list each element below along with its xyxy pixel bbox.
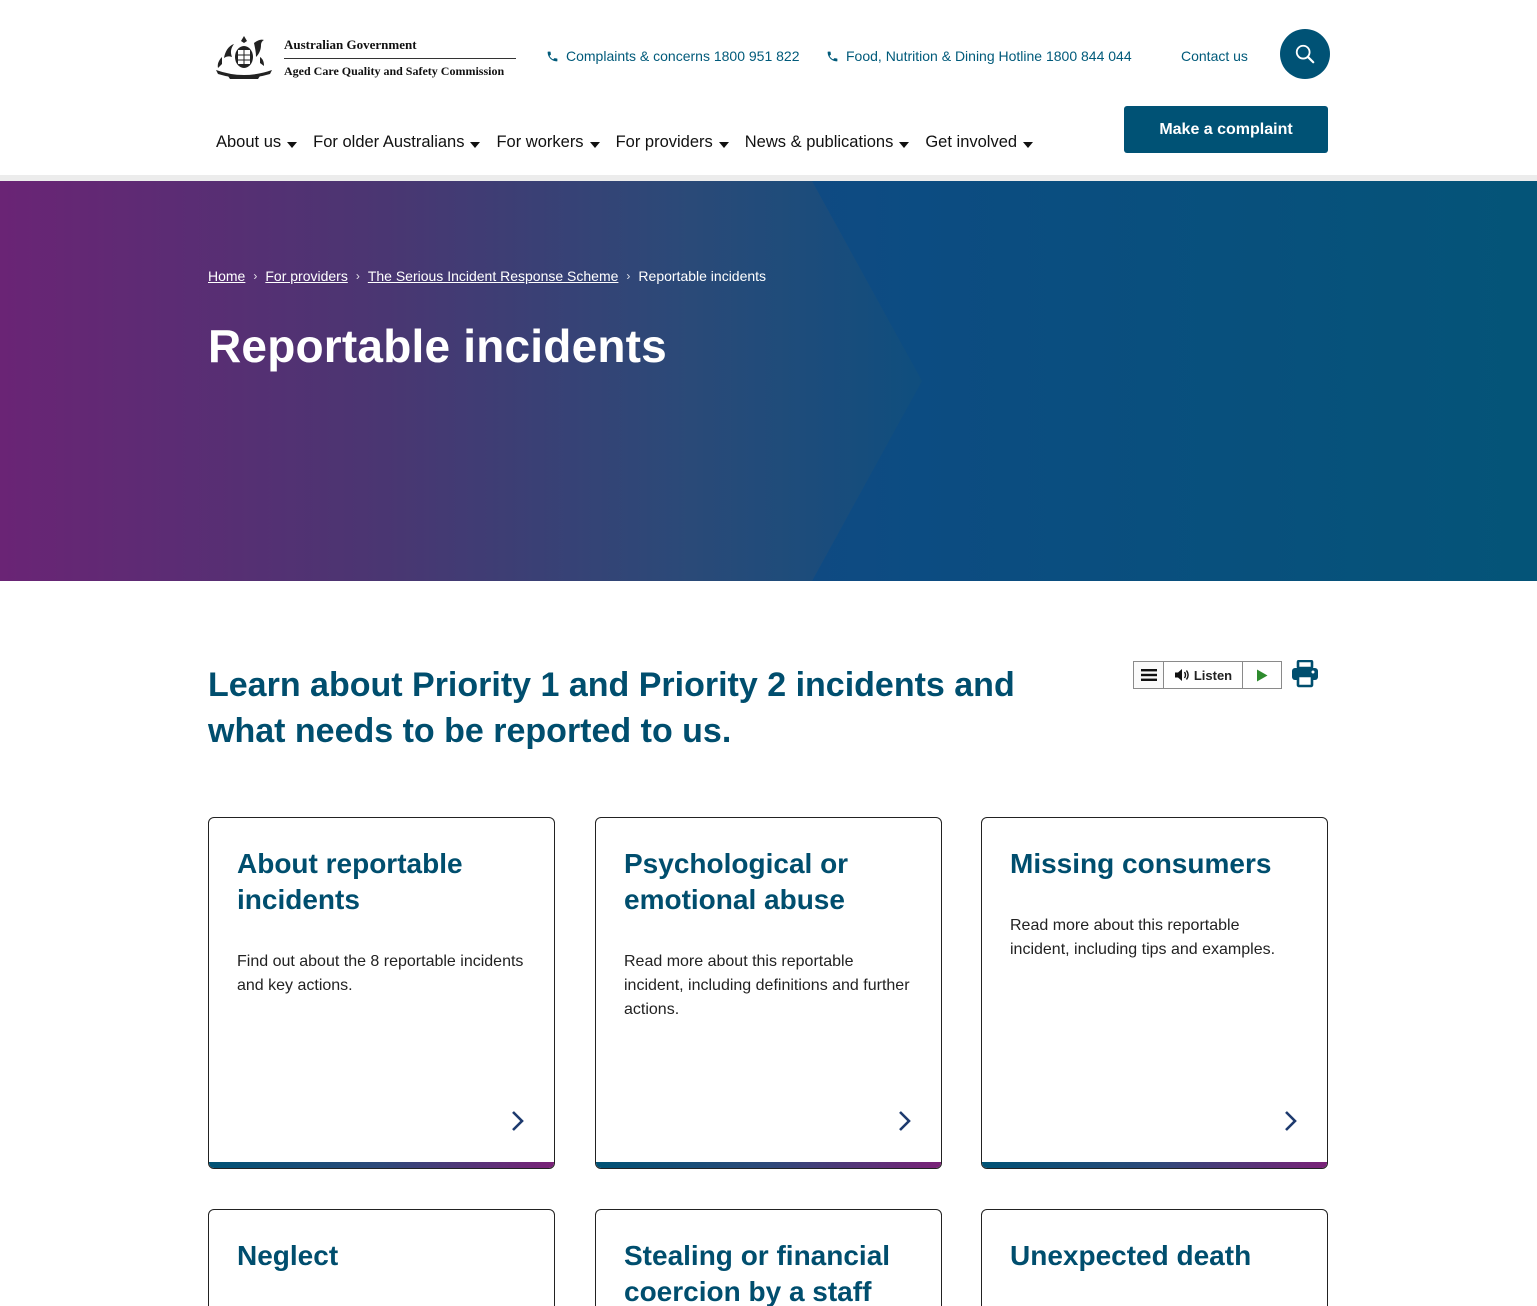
breadcrumb-current: Reportable incidents [638, 268, 767, 284]
card-about-reportable-incidents[interactable] [208, 817, 555, 1169]
nav-workers[interactable] [488, 128, 607, 175]
card-unexpected-death[interactable] [981, 1209, 1328, 1306]
intro-heading: Learn about Priority 1 and Priority 2 incidents and what needs to be reported to us. [208, 666, 1015, 750]
page-title: Reportable incidents [208, 320, 667, 372]
menu-icon [1141, 669, 1157, 681]
card-title: About reportable incidents [237, 848, 463, 915]
search-button[interactable] [1280, 29, 1330, 79]
card-description: Read more about this reportable incident, including definitions and further actions. [624, 953, 910, 1018]
nav-get-involved[interactable] [917, 128, 1041, 175]
contact-us-link[interactable] [1181, 46, 1248, 66]
card-stealing-financial-coercion[interactable] [595, 1209, 942, 1306]
coat-of-arms-icon [208, 30, 280, 86]
make-complaint-button[interactable]: Make a complaint [1124, 106, 1328, 153]
breadcrumb [208, 268, 766, 284]
breadcrumb-home[interactable]: Home [208, 268, 246, 284]
phone-icon [546, 50, 559, 63]
nav-providers[interactable] [608, 128, 737, 175]
play-button[interactable] [1243, 662, 1281, 688]
site-header [0, 0, 1537, 175]
printer-icon [1291, 660, 1319, 688]
caret-down-icon [287, 142, 297, 148]
nav-label: News & publications [744, 133, 894, 151]
caret-down-icon [719, 142, 729, 148]
card-missing-consumers[interactable] [981, 817, 1328, 1169]
breadcrumb-sirs[interactable]: The Serious Incident Response Scheme [367, 268, 619, 284]
main-nav [208, 128, 1041, 175]
nav-label: For workers [496, 133, 584, 151]
logo-government-text: Australian Government [284, 37, 516, 59]
nav-news-publications[interactable] [737, 128, 918, 175]
print-button[interactable] [1291, 660, 1319, 688]
chevron-right-icon: › [253, 269, 258, 283]
search-icon [1294, 43, 1316, 65]
card-title: Stealing or financial coercion by a staff [624, 1240, 891, 1306]
nav-label: Get involved [925, 133, 1018, 151]
card-title: Unexpected death [1010, 1240, 1252, 1271]
complaints-phone-link[interactable] [546, 46, 799, 66]
listen-menu-button[interactable] [1134, 662, 1164, 688]
listen-label: Listen [1193, 667, 1233, 683]
card-title: Psychological or emotional abuse [624, 848, 849, 915]
nav-label: About us [216, 133, 282, 151]
caret-down-icon [590, 142, 600, 148]
speaker-icon [1174, 668, 1190, 682]
caret-down-icon [899, 142, 909, 148]
play-icon [1256, 669, 1268, 682]
nav-label: For older Australians [313, 133, 465, 151]
card-accent-bar [596, 1162, 941, 1168]
nav-older-australians[interactable] [305, 128, 488, 175]
card-description: Read more about this reportable incident, including tips and examples. [1010, 917, 1276, 958]
card-psychological-abuse[interactable] [595, 817, 942, 1169]
card-description: Find out about the 8 reportable incidents and key actions. [237, 953, 524, 994]
card-title: Missing consumers [1010, 848, 1272, 879]
hero-banner [0, 181, 1537, 581]
complaints-phone-label: Complaints & concerns 1800 951 822 [566, 48, 800, 64]
hero-chevron-decoration [0, 181, 1537, 581]
logo-commission-text: Aged Care Quality and Safety Commission [284, 64, 505, 78]
chevron-right-icon: › [355, 269, 360, 283]
chevron-right-icon [1283, 1110, 1299, 1132]
site-logo[interactable] [208, 30, 518, 86]
food-hotline-label: Food, Nutrition & Dining Hotline 1800 844 044 [846, 48, 1132, 64]
nav-about-us[interactable] [208, 128, 305, 175]
chevron-right-icon: › [626, 269, 631, 283]
chevron-right-icon [897, 1110, 913, 1132]
card-accent-bar [209, 1162, 554, 1168]
listen-widget [1133, 661, 1282, 689]
phone-icon [826, 50, 839, 63]
contact-us-label: Contact us [1181, 48, 1248, 64]
listen-button[interactable] [1164, 662, 1243, 688]
caret-down-icon [470, 142, 480, 148]
card-neglect[interactable] [208, 1209, 555, 1306]
caret-down-icon [1023, 142, 1033, 148]
card-title: Neglect [237, 1240, 339, 1271]
card-accent-bar [982, 1162, 1327, 1168]
breadcrumb-for-providers[interactable]: For providers [265, 268, 348, 284]
food-hotline-link[interactable] [826, 46, 1132, 66]
nav-label: For providers [615, 133, 713, 151]
chevron-right-icon [510, 1110, 526, 1132]
